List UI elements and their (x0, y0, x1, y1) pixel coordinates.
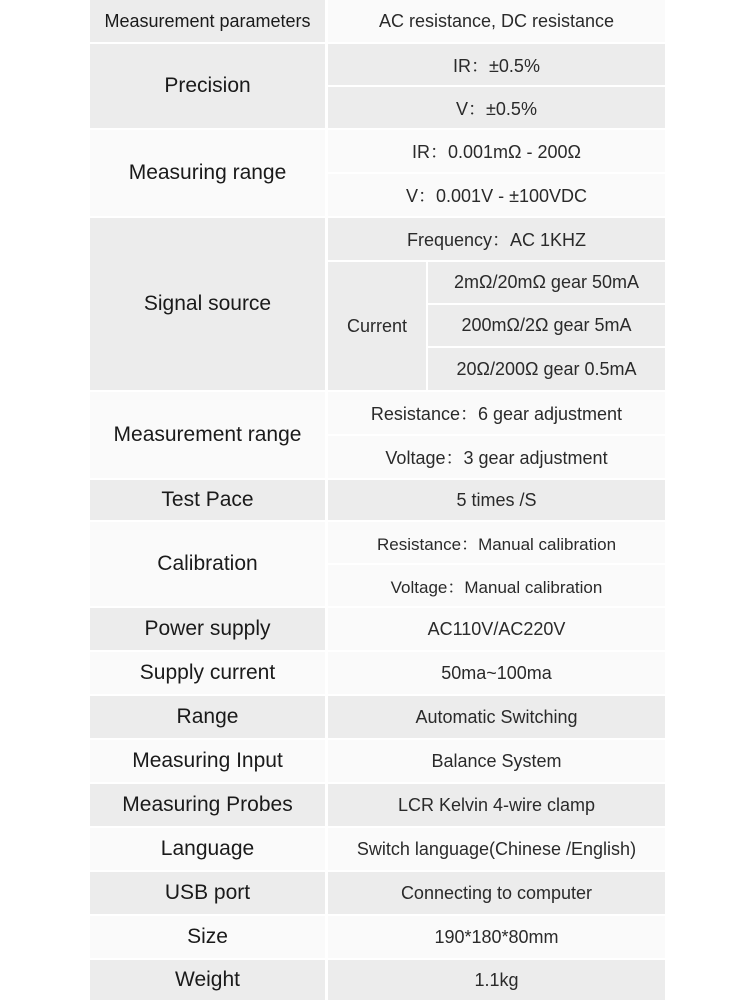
spec-table (90, 0, 665, 1000)
value-supply-current: 50ma~100ma (328, 652, 665, 694)
label-measuring-range: Measuring range (90, 130, 325, 216)
value-weight: 1.1kg (328, 960, 665, 1000)
label-range: Range (90, 696, 325, 738)
value-current-gear-1: 2mΩ/20mΩ gear 50mA (428, 262, 665, 303)
label-weight: Weight (90, 960, 325, 1000)
value-measurement-range-voltage: Voltage：3 gear adjustment (328, 436, 665, 478)
value-measurement-range-resistance: Resistance：6 gear adjustment (328, 392, 665, 434)
label-measurement-range: Measurement range (90, 392, 325, 478)
value-current-gear-3: 20Ω/200Ω gear 0.5mA (428, 348, 665, 390)
value-calibration-voltage: Voltage：Manual calibration (328, 565, 665, 606)
label-current: Current (328, 262, 426, 390)
label-calibration: Calibration (90, 522, 325, 606)
value-measuring-range-v: V：0.001V - ±100VDC (328, 174, 665, 216)
label-signal-source: Signal source (90, 218, 325, 390)
value-power-supply: AC110V/AC220V (328, 608, 665, 650)
value-precision-v: V：±0.5% (328, 87, 665, 128)
label-measuring-probes: Measuring Probes (90, 784, 325, 826)
value-current-gear-2: 200mΩ/2Ω gear 5mA (428, 305, 665, 346)
label-test-pace: Test Pace (90, 480, 325, 520)
value-measuring-input: Balance System (328, 740, 665, 782)
value-language: Switch language(Chinese /English) (328, 828, 665, 870)
label-precision: Precision (90, 44, 325, 128)
value-signal-frequency: Frequency：AC 1KHZ (328, 218, 665, 260)
value-precision-ir: IR：±0.5% (328, 44, 665, 85)
value-size: 190*180*80mm (328, 916, 665, 958)
value-measuring-range-ir: IR：0.001mΩ - 200Ω (328, 130, 665, 172)
value-usb-port: Connecting to computer (328, 872, 665, 914)
label-size: Size (90, 916, 325, 958)
label-measuring-input: Measuring Input (90, 740, 325, 782)
value-test-pace: 5 times /S (328, 480, 665, 520)
value-range: Automatic Switching (328, 696, 665, 738)
label-supply-current: Supply current (90, 652, 325, 694)
value-measuring-probes: LCR Kelvin 4-wire clamp (328, 784, 665, 826)
value-calibration-resistance: Resistance：Manual calibration (328, 522, 665, 563)
label-power-supply: Power supply (90, 608, 325, 650)
label-usb-port: USB port (90, 872, 325, 914)
value-measurement-parameters: AC resistance, DC resistance (328, 0, 665, 42)
label-language: Language (90, 828, 325, 870)
label-measurement-parameters: Measurement parameters (90, 0, 325, 42)
